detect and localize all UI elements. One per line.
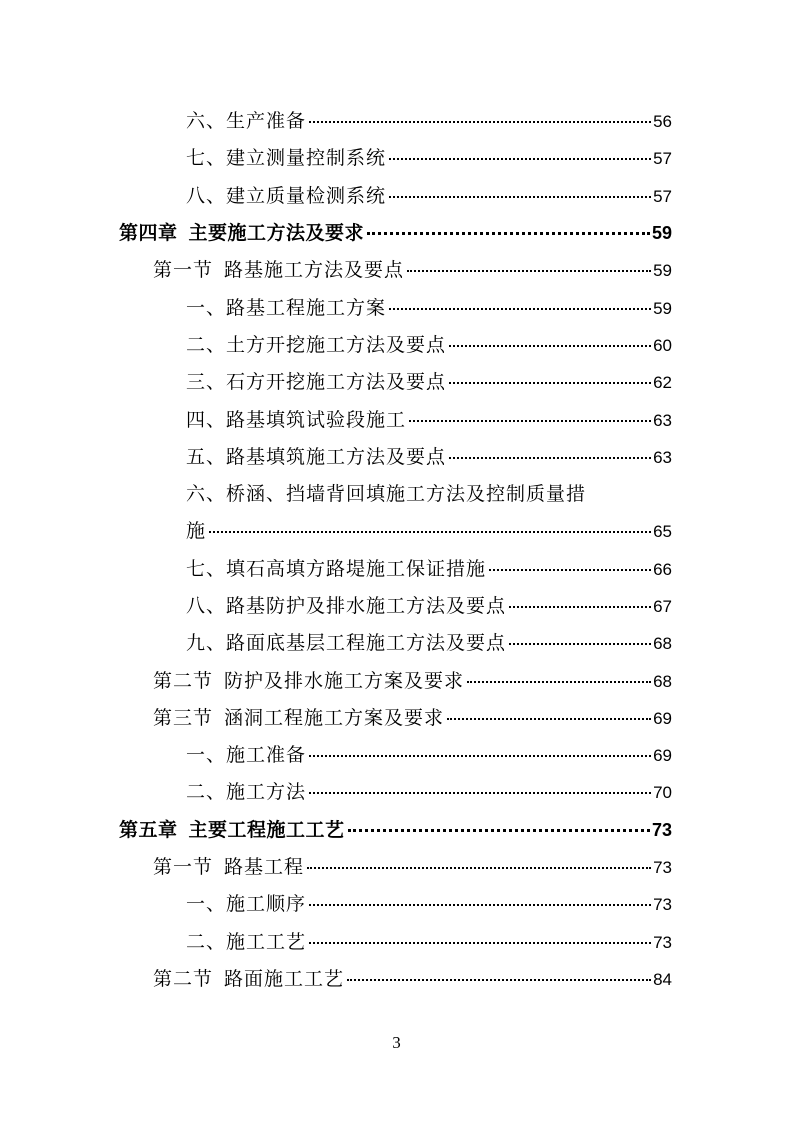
toc-entry[interactable] <box>0 138 793 175</box>
dot-leader <box>309 791 651 794</box>
dot-leader <box>309 903 651 906</box>
toc-entry[interactable] <box>0 922 793 959</box>
toc-entry[interactable] <box>0 735 793 772</box>
toc-entry-title: 防护及排水施工方案及要求 <box>224 669 465 692</box>
dot-leader <box>309 754 651 757</box>
toc-entry-page: 63 <box>653 410 672 430</box>
toc-entry[interactable] <box>0 772 793 809</box>
dot-leader <box>489 568 651 571</box>
toc-section-number: 第二节 <box>153 967 214 990</box>
dot-leader <box>309 120 651 123</box>
toc-entry-wrapped-line1[interactable] <box>0 474 793 511</box>
toc-entry-title: 七、填石高填方路堤施工保证措施 <box>186 557 487 580</box>
dot-leader <box>389 157 651 160</box>
toc-entry-page: 56 <box>653 112 672 132</box>
toc-section-entry[interactable] <box>0 698 793 735</box>
toc-entry-page: 57 <box>653 186 672 206</box>
toc-entry-title: 五、路基填筑施工方法及要点 <box>186 445 447 468</box>
toc-entry-title: 路面施工工艺 <box>224 967 345 990</box>
dot-leader <box>447 717 651 720</box>
dot-leader <box>509 642 651 645</box>
toc-entry-title: 一、施工准备 <box>186 744 307 767</box>
dot-leader <box>209 530 651 533</box>
page-number: 3 <box>392 1033 401 1052</box>
toc-entry[interactable] <box>0 884 793 921</box>
dot-leader <box>307 866 651 869</box>
toc-entry-page: 65 <box>653 522 672 542</box>
toc-entry-page: 63 <box>653 447 672 467</box>
dot-leader <box>509 605 651 608</box>
toc-entry-page: 59 <box>651 223 672 244</box>
toc-chapter-entry[interactable] <box>0 810 793 847</box>
toc-entry[interactable] <box>0 623 793 660</box>
toc-entry-page: 69 <box>653 746 672 766</box>
toc-section-number: 第一节 <box>153 856 214 879</box>
toc-entry-title-continued: 施 <box>186 520 207 543</box>
toc-entry-page: 66 <box>653 559 672 579</box>
toc-entry-page: 59 <box>653 261 672 281</box>
toc-chapter-entry[interactable] <box>0 213 793 250</box>
toc-section-number: 第二节 <box>153 669 214 692</box>
toc-entry-title: 二、土方开挖施工方法及要点 <box>186 333 447 356</box>
toc-section-entry[interactable] <box>0 847 793 884</box>
toc-entry-title: 涵洞工程施工方案及要求 <box>224 706 445 729</box>
toc-entry[interactable] <box>0 399 793 436</box>
toc-entry-page: 67 <box>653 597 672 616</box>
toc-entry[interactable] <box>0 362 793 399</box>
toc-entry-title: 一、施工顺序 <box>186 893 307 916</box>
dot-leader <box>449 381 651 384</box>
toc-entry-title: 六、生产准备 <box>186 110 307 133</box>
dot-leader <box>449 456 651 459</box>
toc-entry-page: 73 <box>653 932 672 952</box>
toc-section-number: 第三节 <box>153 706 214 729</box>
toc-entry-title: 四、路基填筑试验段施工 <box>186 408 407 431</box>
toc-entry[interactable] <box>0 176 793 213</box>
toc-entry-page: 59 <box>653 298 672 318</box>
toc-entry-page: 73 <box>653 858 672 878</box>
toc-entry-page: 68 <box>653 671 672 691</box>
toc-chapter-number: 第四章 <box>119 222 178 245</box>
dot-leader <box>367 231 650 235</box>
toc-entry-title: 九、路面底基层工程施工方法及要点 <box>186 632 507 655</box>
toc-entry-page: 73 <box>651 819 672 840</box>
toc-entry-wrapped-line2[interactable] <box>0 511 793 548</box>
toc-chapter-number: 第五章 <box>119 818 178 841</box>
toc-entry-title: 二、施工方法 <box>186 781 307 804</box>
dot-leader <box>409 419 651 422</box>
toc-entry-title: 主要施工方法及要求 <box>188 222 365 245</box>
toc-entry-page: 73 <box>653 895 672 915</box>
toc-section-entry[interactable] <box>0 959 793 996</box>
toc-entry-page: 57 <box>653 149 672 169</box>
toc-section-entry[interactable] <box>0 660 793 697</box>
toc-entry-title: 三、石方开挖施工方法及要点 <box>186 371 447 394</box>
dot-leader <box>309 941 651 944</box>
toc-entry-title: 一、路基工程施工方案 <box>186 296 387 319</box>
toc-entry[interactable] <box>0 101 793 138</box>
dot-leader <box>389 307 651 310</box>
toc-entry-title: 路基施工方法及要点 <box>224 259 405 282</box>
toc-entry[interactable] <box>0 586 793 623</box>
toc-entry[interactable] <box>0 325 793 362</box>
toc-section-number: 第一节 <box>153 259 214 282</box>
toc-section-entry[interactable] <box>0 250 793 287</box>
dot-leader <box>347 978 651 981</box>
dot-leader <box>467 680 651 683</box>
toc-entry-title: 二、施工工艺 <box>186 930 307 953</box>
dot-leader <box>348 828 650 832</box>
table-of-contents <box>0 101 793 996</box>
toc-entry-page: 69 <box>653 708 672 728</box>
dot-leader <box>449 344 651 347</box>
toc-entry-page: 60 <box>653 335 672 355</box>
toc-entry-title: 六、桥涵、挡墙背回填施工方法及控制质量措 <box>186 483 587 506</box>
dot-leader <box>407 269 651 272</box>
toc-entry-page: 84 <box>653 969 672 989</box>
toc-entry-title: 八、建立质量检测系统 <box>186 184 387 207</box>
toc-entry[interactable] <box>0 287 793 324</box>
toc-entry-page: 70 <box>653 783 672 803</box>
toc-entry-title: 主要工程施工工艺 <box>188 818 345 841</box>
dot-leader <box>389 195 651 198</box>
toc-entry-page: 68 <box>653 634 672 654</box>
toc-entry-title: 八、路基防护及排水施工方法及要点 <box>186 595 507 617</box>
toc-entry-title: 路基工程 <box>224 856 305 879</box>
toc-entry-title: 七、建立测量控制系统 <box>186 147 387 170</box>
toc-entry[interactable] <box>0 549 793 586</box>
toc-entry[interactable] <box>0 437 793 474</box>
toc-entry-page: 62 <box>653 373 672 393</box>
